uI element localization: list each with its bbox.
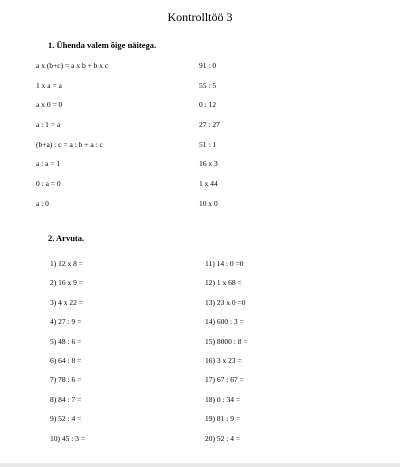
formula-text: a x 0 = 0 (36, 100, 63, 110)
match-row (36, 140, 366, 160)
calc-row (50, 317, 380, 336)
example-text: 91 : 0 (199, 61, 217, 70)
section-1-heading: 1. Ühenda valem õige näitega. (48, 40, 157, 50)
calc-row (50, 356, 380, 375)
calc-problem: 12) 1 x 68 = (205, 278, 242, 288)
match-row (36, 61, 366, 81)
formula-text: a x (b+c) = a x b + b x c (36, 61, 109, 70)
calc-row (50, 375, 380, 394)
calc-row (50, 414, 380, 433)
match-row (36, 179, 366, 199)
calc-row (50, 395, 380, 414)
example-text: 16 x 3 (199, 159, 218, 169)
calc-problem: 18) 0 : 34 = (205, 394, 241, 404)
calc-problem: 2) 16 x 9 = (50, 278, 83, 288)
calc-problem: 14) 600 : 3 = (205, 317, 244, 327)
calc-row (50, 434, 380, 453)
calc-problem: 11) 14 : 0 =0 (205, 259, 244, 268)
calc-problem: 16) 3 x 23 = (205, 355, 242, 365)
calc-row (50, 278, 380, 297)
formula-text: a : 0 (36, 198, 49, 208)
formula-text: a : a = 1 (36, 159, 61, 169)
calc-problem: 10) 45 : 3 = (50, 433, 86, 443)
example-text: 27 : 27 (199, 120, 220, 130)
calc-problem: 20) 52 : 4 = (205, 433, 241, 443)
match-row (36, 199, 366, 219)
section-2-heading: 2. Arvuta. (48, 233, 85, 243)
calc-problem: 17) 67 : 67 = (205, 375, 244, 385)
match-row (36, 120, 366, 140)
calc-row (50, 337, 380, 356)
calc-problem: 6) 64 : 8 = (50, 355, 82, 365)
calc-problem: 19) 81 : 9 = (205, 414, 241, 424)
bottom-scroll-edge (0, 463, 400, 467)
calc-problem: 9) 52 : 4 = (50, 414, 82, 424)
calc-problem: 5) 48 : 6 = (50, 336, 82, 346)
calc-row (50, 259, 380, 278)
match-row (36, 81, 366, 101)
example-text: 51 : 1 (199, 139, 217, 149)
page-title: Kontrolltöö 3 (167, 10, 233, 24)
formula-text: (b+a) : c = a : b + a : c (36, 139, 103, 149)
calc-row (50, 298, 380, 317)
calc-problem: 15) 8000 : 8 = (205, 336, 248, 346)
formula-matching-table (36, 61, 366, 219)
formula-text: 1 x a = a (36, 80, 62, 90)
example-text: 1 x 44 (199, 179, 218, 189)
match-row (36, 100, 366, 120)
calc-problem: 1) 12 x 8 = (50, 259, 83, 268)
calculation-list (50, 259, 380, 453)
calc-problem: 13) 23 x 0 =0 (205, 297, 246, 307)
formula-text: 0 : a = 0 (36, 179, 61, 189)
example-text: 55 : 5 (199, 80, 217, 90)
formula-text: a : 1 = a (36, 120, 61, 130)
match-row (36, 159, 366, 179)
example-text: 10 x 0 (199, 198, 218, 208)
calc-problem: 7) 78 : 6 = (50, 375, 82, 385)
calc-problem: 8) 84 : 7 = (50, 394, 82, 404)
example-text: 0 : 12 (199, 100, 217, 110)
calc-problem: 3) 4 x 22 = (50, 297, 83, 307)
calc-problem: 4) 27 : 9 = (50, 317, 82, 327)
